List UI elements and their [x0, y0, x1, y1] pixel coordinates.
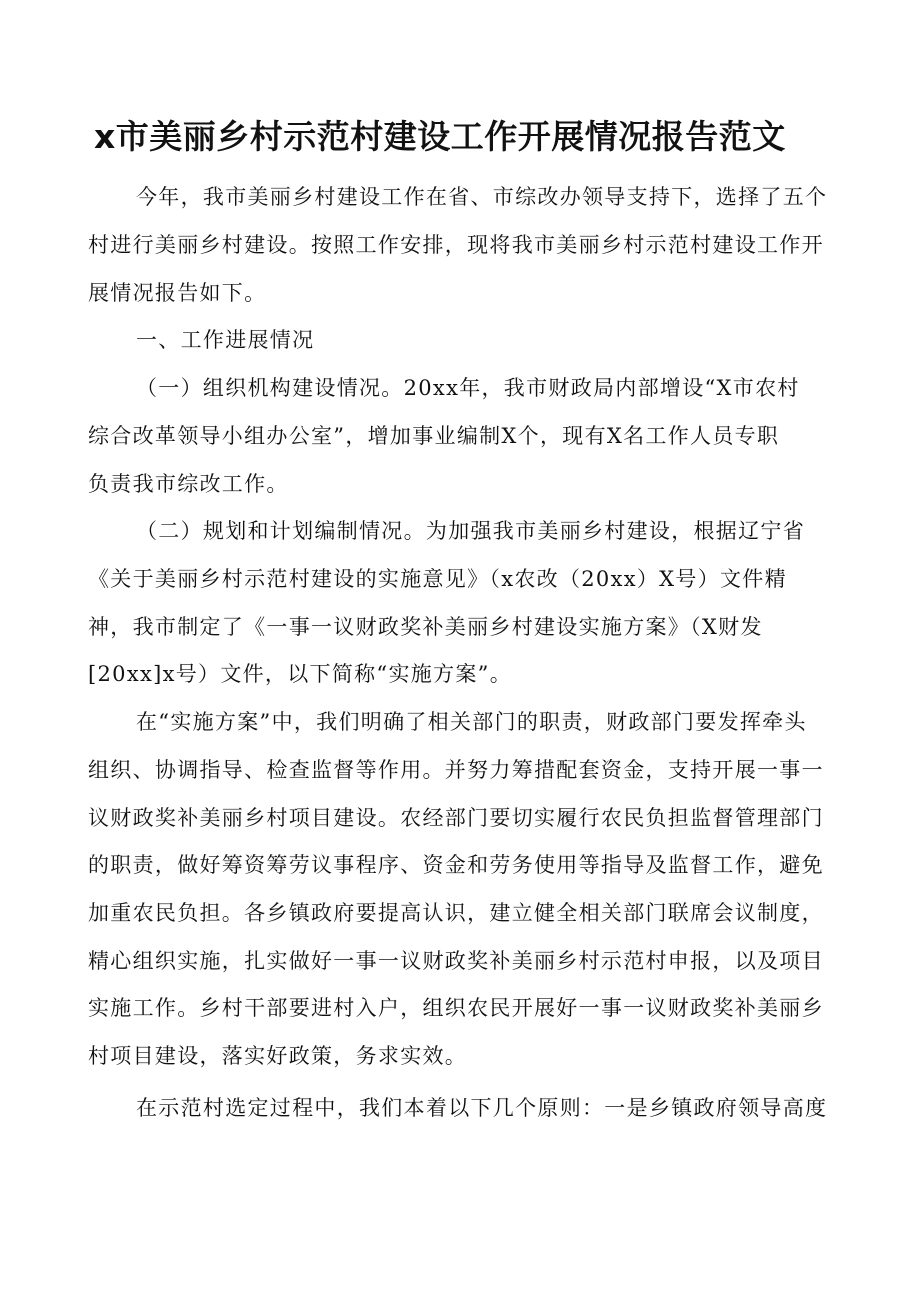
paragraph-line: 神，我市制定了《一事一议财政奖补美丽乡村建设实施方案》（X财发: [88, 615, 763, 639]
paragraph-line: 负责我市综改工作。: [88, 472, 289, 496]
paragraph-line: [20xx]x号）文件，以下简称“实施方案”。: [88, 662, 513, 686]
section-heading: 一、工作进展情况: [136, 328, 315, 352]
paragraph-line: 的职责，做好筹资筹劳议事程序、资金和劳务使用等指导及监督工作，避免: [88, 853, 824, 877]
paragraph-line: 组织、协调指导、检查监督等作用。并努力筹措配套资金，支持开展一事一: [88, 758, 824, 782]
paragraph-line: （二）规划和计划编制情况。为加强我市美丽乡村建设，根据辽宁省: [136, 519, 805, 543]
paragraph-line: （一）组织机构建设情况。20xx年，我市财政局内部增设“X市农村: [136, 376, 800, 400]
paragraph-line: 实施工作。乡村干部要进村入户，组织农民开展好一事一议财政奖补美丽乡: [88, 996, 824, 1020]
paragraph-line: 在示范村选定过程中，我们本着以下几个原则：一是乡镇政府领导高度: [136, 1096, 828, 1120]
paragraph-line: 议财政奖补美丽乡村项目建设。农经部门要切实履行农民负担监督管理部门: [88, 806, 824, 830]
paragraph-line: 综合改革领导小组办公室”，增加事业编制X个，现有X名工作人员专职: [88, 424, 780, 448]
paragraph-line: 展情况报告如下。: [88, 281, 267, 305]
paragraph-line: 精心组织实施，扎实做好一事一议财政奖补美丽乡村示范村申报，以及项目: [88, 949, 824, 973]
document-title: x市美丽乡村示范村建设工作开展情况报告范文: [94, 117, 786, 156]
paragraph-line: 村进行美丽乡村建设。按照工作安排，现将我市美丽乡村示范村建设工作开: [88, 233, 824, 257]
paragraph-line: 加重农民负担。各乡镇政府要提高认识，建立健全相关部门联席会议制度，: [88, 901, 824, 925]
paragraph-line: 今年，我市美丽乡村建设工作在省、市综改办领导支持下，选择了五个: [136, 185, 828, 209]
paragraph-line: 村项目建设，落实好政策，务求实效。: [88, 1044, 468, 1068]
paragraph-line: 《关于美丽乡村示范村建设的实施意见》（x农改（20xx）X号）文件精: [88, 567, 787, 591]
paragraph-line: 在“实施方案”中，我们明确了相关部门的职责，财政部门要发挥牵头: [136, 710, 807, 734]
